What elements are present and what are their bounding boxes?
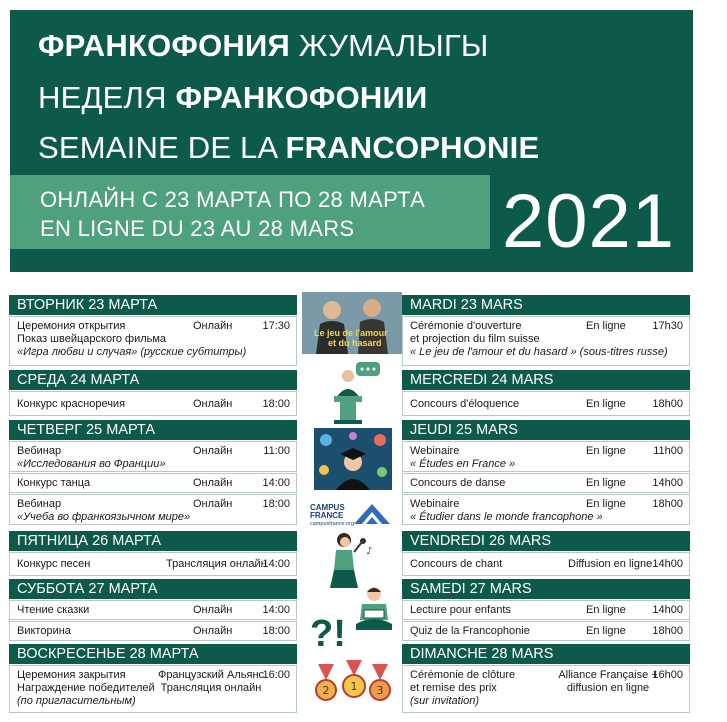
event-time: 14h00 bbox=[652, 558, 683, 570]
event-mode: Онлайн bbox=[193, 604, 233, 616]
event-time: 18:00 bbox=[262, 498, 290, 510]
svg-text:♪: ♪ bbox=[366, 546, 373, 557]
event-title: Cérémonie d'ouverture et projection du film suisse « Le jeu de l'amour et du hasard » (sous-titres russe) bbox=[410, 320, 668, 358]
event-title: Викторина bbox=[17, 625, 71, 637]
day-header: СУББОТА 27 МАРТА bbox=[9, 579, 297, 599]
event-time: 18h00 bbox=[652, 625, 683, 637]
event-time: 16:00 bbox=[262, 669, 290, 681]
event-time: 14:00 bbox=[262, 604, 290, 616]
day-header: DIMANCHE 28 MARS bbox=[402, 644, 690, 664]
event-mode: Diffusion en ligne bbox=[568, 558, 653, 570]
event-mode: Французский Альянс Трансляция онлайн bbox=[157, 669, 265, 694]
event-row bbox=[402, 552, 690, 576]
campus-url: campusfrance.org bbox=[310, 521, 355, 527]
event-row bbox=[9, 621, 297, 641]
event-time: 11h00 bbox=[653, 445, 683, 457]
event-row bbox=[9, 494, 297, 525]
film-caption-2: et du hasard bbox=[328, 338, 382, 348]
event-title: Вебинар «Учеба во франкоязычном мире» bbox=[17, 498, 191, 523]
day-header: ЧЕТВЕРГ 25 МАРТА bbox=[9, 420, 297, 440]
event-mode: En ligne bbox=[586, 625, 626, 637]
event-title: Webinaire « Études en France » bbox=[410, 445, 516, 470]
day-header: СРЕДА 24 МАРТА bbox=[9, 370, 297, 390]
dates-french: EN LIGNE DU 23 AU 28 MARS bbox=[40, 216, 355, 241]
event-row bbox=[9, 316, 297, 366]
day-header: JEUDI 25 MARS bbox=[402, 420, 690, 440]
event-title: Cérémonie de clôture et remise des prix (sur invitation) bbox=[410, 669, 516, 707]
day-header: MARDI 23 MARS bbox=[402, 295, 690, 315]
event-time: 17:30 bbox=[262, 320, 290, 332]
event-mode: En ligne bbox=[586, 604, 626, 616]
day-header: ПЯТНИЦА 26 МАРТА bbox=[9, 531, 297, 551]
event-mode: En ligne bbox=[586, 498, 626, 510]
event-time: 14h00 bbox=[652, 604, 683, 616]
event-mode: En ligne bbox=[586, 477, 626, 489]
event-mode: En ligne bbox=[586, 398, 626, 410]
orator-icon bbox=[326, 362, 382, 429]
event-row bbox=[402, 316, 690, 366]
event-mode: Онлайн bbox=[193, 625, 233, 637]
title-kyrgyz: ФРАНКОФОНИЯ ЖУМАЛЫГЫ bbox=[38, 28, 489, 63]
day-header: MERCREDI 24 MARS bbox=[402, 370, 690, 390]
event-time: 16h00 bbox=[652, 669, 683, 681]
year: 2021 bbox=[502, 179, 676, 264]
day-header: ВТОРНИК 23 МАРТА bbox=[9, 295, 297, 315]
event-title: Concours de danse bbox=[410, 477, 506, 489]
film-caption-1: Le jeu de l'amour bbox=[314, 328, 388, 338]
event-mode: Онлайн bbox=[193, 320, 233, 332]
event-row bbox=[402, 621, 690, 641]
film-photo bbox=[302, 292, 402, 354]
campus-france-logo bbox=[302, 498, 402, 528]
event-mode: Онлайн bbox=[193, 477, 233, 489]
campus-text-2: FRANCE bbox=[310, 511, 344, 520]
event-row bbox=[402, 665, 690, 713]
event-title: Lecture pour enfants bbox=[410, 604, 511, 616]
campus-text-1: CAMPUS bbox=[310, 503, 345, 512]
illustrations-column bbox=[300, 292, 406, 712]
event-row bbox=[402, 473, 690, 493]
event-time: 18h00 bbox=[652, 398, 683, 410]
event-row bbox=[9, 391, 297, 416]
title-french: SEMAINE DE LA FRANCOPHONIE bbox=[38, 130, 540, 165]
event-title: Конкурс красноречия bbox=[17, 398, 126, 410]
event-mode: Онлайн bbox=[193, 398, 233, 410]
event-time: 18:00 bbox=[262, 625, 290, 637]
event-row bbox=[9, 552, 297, 576]
event-mode: Онлайн bbox=[193, 445, 233, 457]
medals-icon bbox=[308, 660, 398, 717]
event-mode: En ligne bbox=[586, 445, 626, 457]
event-mode: Трансляция онлайн bbox=[166, 558, 267, 570]
event-title: Concours de chant bbox=[410, 558, 503, 570]
event-title: Конкурс песен bbox=[17, 558, 91, 570]
event-time: 14h00 bbox=[652, 477, 683, 489]
event-title: Церемония открытия Показ швейцарского фильма «Игра любви и случая» (русские субтитры) bbox=[17, 320, 247, 358]
event-title: Чтение сказки bbox=[17, 604, 90, 616]
quiz-icon: ?! bbox=[310, 613, 346, 655]
event-mode: En ligne bbox=[586, 320, 626, 332]
graduate-icon bbox=[314, 428, 392, 495]
event-row bbox=[402, 391, 690, 416]
reader-icon bbox=[350, 584, 400, 639]
event-row bbox=[402, 600, 690, 620]
event-title: Вебинар «Исследования во Франции» bbox=[17, 445, 166, 470]
event-time: 14:00 bbox=[262, 477, 290, 489]
event-time: 18:00 bbox=[262, 398, 290, 410]
event-time: 17h30 bbox=[652, 320, 683, 332]
medal-3: 3 bbox=[376, 684, 384, 697]
dates-russian: ОНЛАЙН С 23 МАРТА ПО 28 МАРТА bbox=[40, 187, 426, 212]
event-row bbox=[9, 441, 297, 472]
event-row bbox=[402, 494, 690, 525]
medal-2: 2 bbox=[322, 684, 330, 697]
event-time: 11:00 bbox=[263, 445, 290, 457]
event-row bbox=[402, 441, 690, 472]
title-russian: НЕДЕЛЯ ФРАНКОФОНИИ bbox=[38, 80, 428, 115]
event-mode: Alliance Française + diffusion en ligne bbox=[558, 669, 658, 694]
event-time: 14:00 bbox=[262, 558, 290, 570]
day-header: VENDREDI 26 MARS bbox=[402, 531, 690, 551]
day-header: ВОСКРЕСЕНЬЕ 28 МАРТА bbox=[9, 644, 297, 664]
medal-1: 1 bbox=[350, 680, 358, 693]
event-title: Webinaire « Étudier dans le monde francophone » bbox=[410, 498, 603, 523]
event-title: Quiz de la Francophonie bbox=[410, 625, 530, 637]
day-header: SAMEDI 27 MARS bbox=[402, 579, 690, 599]
event-time: 18h00 bbox=[652, 498, 683, 510]
event-title: Concours d'éloquence bbox=[410, 398, 520, 410]
event-title: Церемония закрытия Награждение победителей (по пригласительным) bbox=[17, 669, 155, 707]
event-row bbox=[9, 473, 297, 493]
event-mode: Онлайн bbox=[193, 498, 233, 510]
event-title: Конкурс танца bbox=[17, 477, 91, 489]
event-row bbox=[9, 665, 297, 713]
event-row bbox=[9, 600, 297, 620]
